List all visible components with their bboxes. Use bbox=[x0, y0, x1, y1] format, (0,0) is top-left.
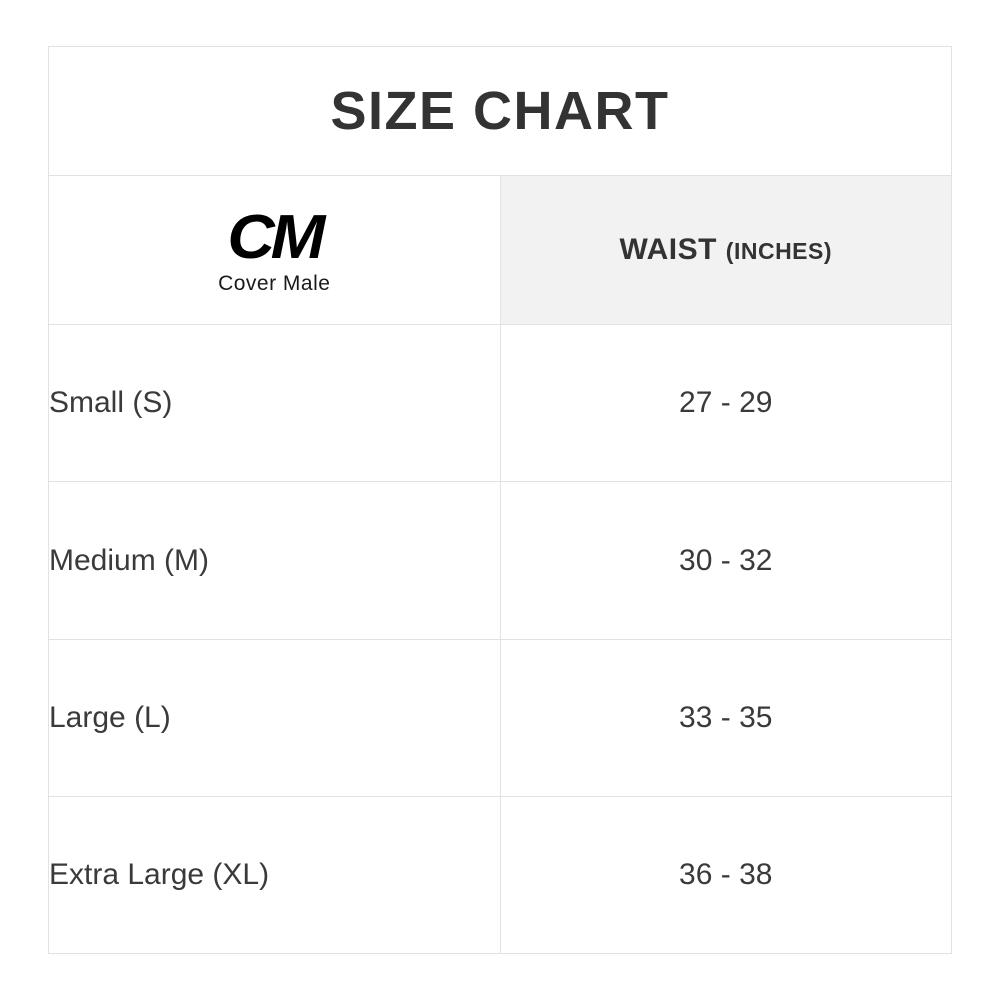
table-row bbox=[49, 796, 951, 953]
table-row bbox=[49, 482, 951, 639]
waist-value-small: 27 - 29 bbox=[500, 325, 951, 482]
waist-header-cell bbox=[500, 176, 951, 325]
waist-header-main: WAIST bbox=[619, 233, 726, 267]
waist-header-unit: (INCHES) bbox=[725, 238, 833, 265]
size-chart-table bbox=[49, 47, 951, 953]
title-row bbox=[49, 47, 951, 176]
table-row bbox=[49, 639, 951, 796]
brand-logo-cell bbox=[49, 176, 500, 325]
table-row bbox=[49, 325, 951, 482]
header-row bbox=[49, 176, 951, 325]
waist-value-medium: 30 - 32 bbox=[500, 482, 951, 639]
size-label-small: Small (S) bbox=[49, 325, 500, 482]
title-cell bbox=[49, 47, 951, 176]
waist-value-extra-large: 36 - 38 bbox=[500, 796, 951, 953]
waist-value-large: 33 - 35 bbox=[500, 639, 951, 796]
page-title: SIZE CHART bbox=[330, 81, 670, 142]
waist-header-label bbox=[619, 233, 832, 266]
size-label-medium: Medium (M) bbox=[49, 482, 500, 639]
size-label-extra-large: Extra Large (XL) bbox=[49, 796, 500, 953]
size-chart-container bbox=[48, 46, 952, 954]
brand-logo bbox=[49, 202, 500, 295]
size-label-large: Large (L) bbox=[49, 639, 500, 796]
brand-mark-text: CM bbox=[227, 202, 322, 272]
brand-name-text: Cover Male bbox=[218, 271, 331, 295]
